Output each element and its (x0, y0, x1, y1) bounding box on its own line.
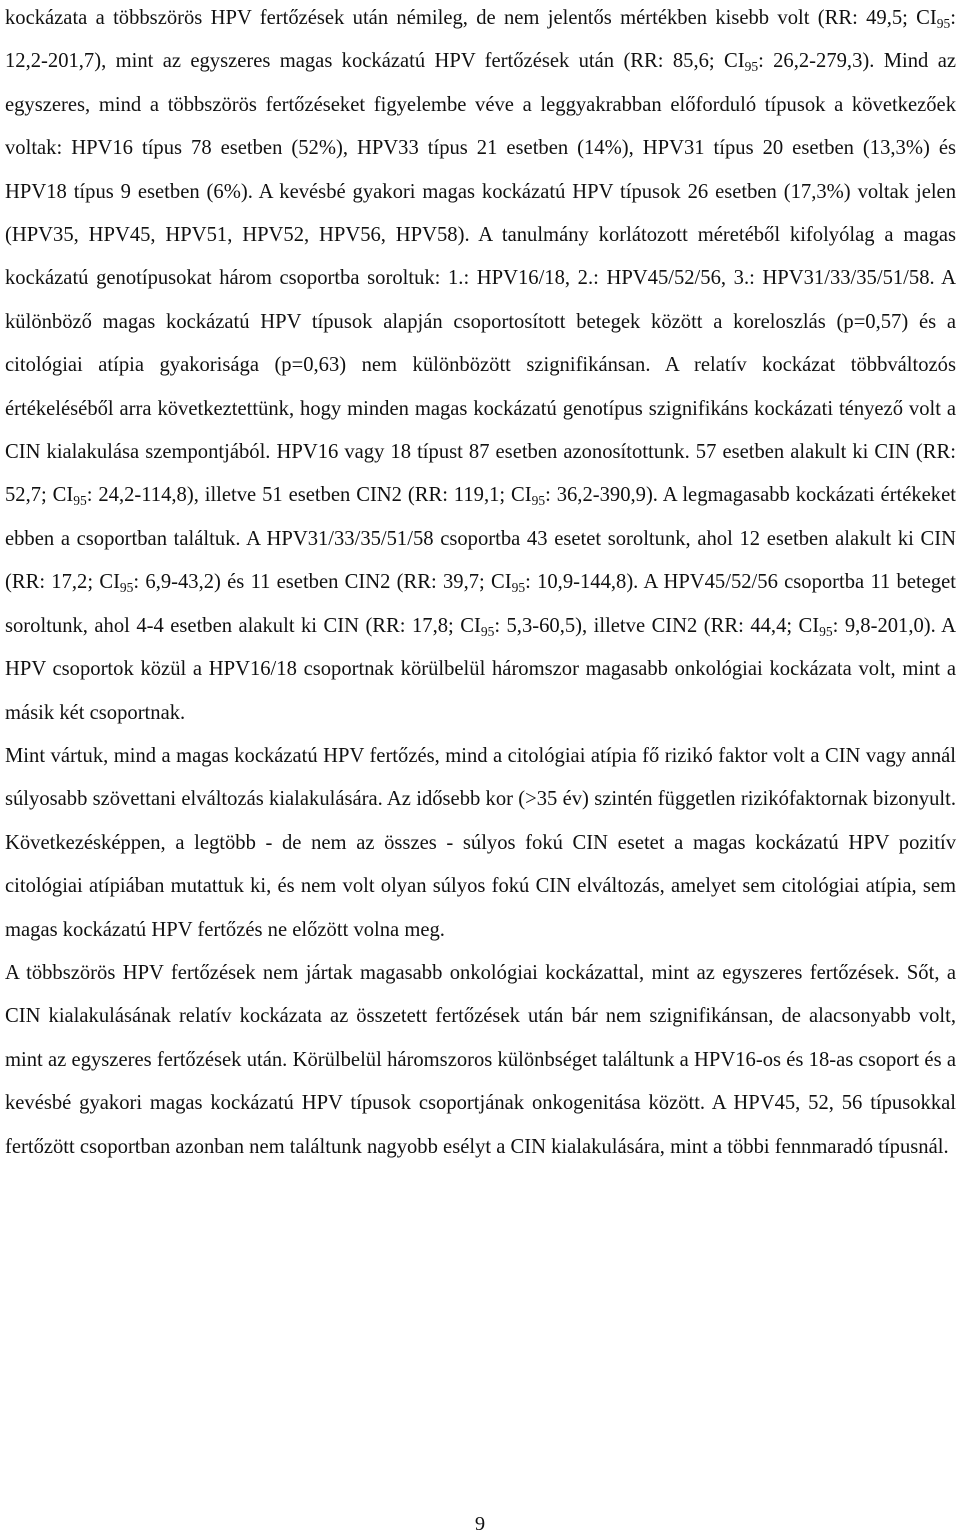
document-body (5, 0, 956, 1169)
text-run: : 36,2-390,9). A legmagasabb kockázati értékeket ebben a csoportban találtuk. A HPV31/33/35/51/58 csoportba 43 esetet soroltunk, ahol 12 esetben alakult ki CIN (RR: 17,2; CI (5, 484, 956, 594)
text-run: : 12,2-201,7), mint az egyszeres magas kockázatú HPV fertőzések után (RR: 85,6; CI (5, 7, 956, 73)
text-run: : 10,9-144,8). A HPV45/52/56 csoportba 11 beteget soroltunk, ahol 4-4 esetben alakult ki CIN (RR: 17,8; CI (5, 571, 956, 637)
text-run: A többszörös HPV fertőzések nem jártak magasabb onkológiai kockázattal, mint az egyszeres fertőzések. Sőt, a CIN kialakulásának relatív kockázata az összetett fertőzések után bár nem szignifikánsan, de alacsonyabb volt, mint az egyszeres fertőzések után. Körülbelül háromszoros különbséget találtunk a HPV16-os és 18-as csoport és a kevésbé gyakori magas kockázatú HPV típusok csoportjának onkogenitása között. A HPV45, 52, 56 típusokkal fertőzött csoportban azonban nem találtunk nagyobb esélyt a CIN kialakulására, mint a többi fennmaradó típusnál. (5, 961, 956, 1158)
text-run: : 24,2-114,8), illetve 51 esetben CIN2 (RR: 119,1; CI (86, 484, 532, 507)
page-number: 9 (474, 1513, 486, 1535)
subscript-text: 95 (480, 623, 495, 639)
subscript-text: 95 (936, 16, 951, 31)
subscript-text: 95 (119, 580, 134, 596)
paragraph-1 (5, 0, 956, 735)
text-run: : 5,3-60,5), illetve CIN2 (RR: 44,4; CI (494, 614, 820, 637)
subscript-text: 95 (511, 580, 526, 596)
text-run: : 26,2-279,3). Mind az egyszeres, mind a többszörös fertőzéseket figyelembe véve a leggyakrabban előforduló típusok a következőek voltak: HPV16 típus 78 esetben (52%), HPV33 típus 21 esetben (14%), HPV31 típus 20 esetben (13,3%) és HPV18 típus 9 esetben (6%). A kevésbé gyakori magas kockázatú HPV típusok 26 esetben (17,3%) voltak jelen (HPV35, HPV45, HPV51, HPV52, HPV56, HPV58). A tanulmány korlátozott méretéből kifolyólag a magas kockázatú genotípusokat három csoportba soroltuk: 1.: HPV16/18, 2.: HPV45/52/56, 3.: HPV31/33/35/51/58. A különböző magas kockázatú HPV típusok alapján csoportosított betegek között a koreloszlás (p=0,57) és a citológiai atípia gyakorisága (p=0,63) nem különbözött szignifikánsan. A relatív kockázat többváltozós értékeléséből arra következtettünk, hogy minden magas kockázatú genotípus szignifikáns kockázati tényező volt a CIN kialakulása szempontjából. HPV16 vagy 18 típust 87 esetben azonosítottunk. 57 esetben alakult ki CIN (RR: 52,7; CI (5, 50, 956, 507)
subscript-text: 95 (73, 493, 87, 509)
subscript-text: 95 (819, 623, 833, 639)
text-run: : 9,8-201,0). A HPV csoportok közül a HPV16/18 csoportnak körülbelül háromszor magasabb onkológiai kockázata volt, mint a másik két csoportnak. (5, 614, 957, 724)
paragraph-3 (5, 952, 956, 1169)
text-run: Mint vártuk, mind a magas kockázatú HPV fertőzés, mind a citológiai atípia fő rizikó faktor volt a CIN vagy annál súlyosabb szövettani elváltozás kialakulására. Az idősebb kor (>35 év) szintén független rizikófaktornak bizonyult. Következésképpen, a legtöbb - de nem az összes - súlyos fokú CIN esetet a magas kockázatú HPV pozitív citológiai atípiában mutattuk ki, és nem volt olyan súlyos fokú CIN elváltozás, amelyet sem citológiai atípia, sem magas kockázatú HPV fertőzés ne előzött volna meg. (5, 744, 956, 941)
text-run: kockázata a többszörös HPV fertőzések után némileg, de nem jelentős mértékben kisebb volt (RR: 49,5; CI (5, 7, 937, 29)
text-run: : 6,9-43,2) és 11 esetben CIN2 (RR: 39,7; CI (133, 571, 512, 594)
subscript-text: 95 (531, 493, 546, 509)
paragraph-2 (5, 735, 956, 952)
subscript-text: 95 (744, 59, 759, 75)
